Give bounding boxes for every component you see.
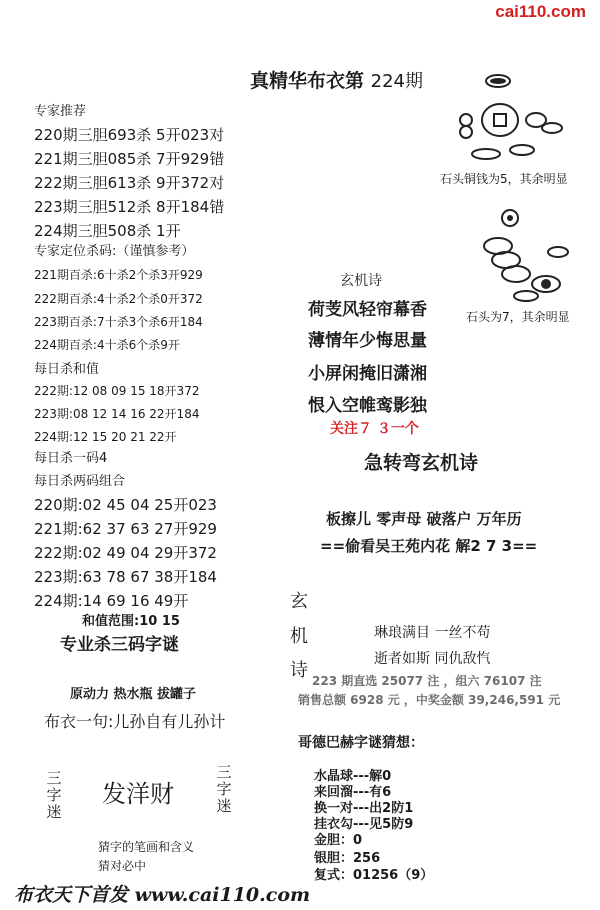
expert-row: 222期三胆613杀 9开372对 [34,174,225,192]
two-kill-row: 223期:63 78 67 38开184 [34,568,217,586]
sales-line: 223 期直选 25077 注 ，组六 76107 注 [312,674,542,688]
xuanji-line-2: 逝者如斯 同仇敌忾 [374,651,491,667]
power-line: 原动力 热水瓶 拔罐子 [70,687,197,702]
two-kill-row: 220期:02 45 04 25开023 [34,496,217,514]
title-issue: 224期 [370,71,423,92]
goldbach-heading: 哥德巴赫字谜猜想： [298,735,424,751]
two-kill-row: 221期:62 37 63 27开929 [34,520,217,538]
goldbach-row: 复式：01256（9） [314,868,434,883]
one-kill: 每日杀一码4 [34,451,108,466]
xuanji-char: 机 [290,626,308,647]
riddle-note: 猜字的笔画和含义 [98,840,195,854]
xuanji-char: 玄 [290,591,308,612]
goldbach-row: 换一对---出2防1 [314,801,414,816]
expert-row: 221期三胆085杀 7开929错 [34,150,225,168]
expert-row: 223期三胆512杀 8开184错 [34,198,225,216]
poem-line: 恨入空帷鸾影独 [308,396,427,416]
expert-row: 224期三胆508杀 1开 [34,222,181,240]
goldbach-row: 金胆：0 [314,833,363,848]
two-kill-row: 224期:14 69 16 49开 [34,592,189,610]
turn-poem-heading: 急转弯玄机诗 [364,452,479,474]
riddle-main: 发洋财 [102,780,174,808]
two-kill-heading: 每日杀两码组合 [34,474,126,489]
position-kill-row: 224期百杀:4十杀6个杀9开 [34,338,180,352]
xuanji-line: 琳琅满目 一丝不苟 [374,625,491,641]
xuanji-char: 诗 [290,660,308,681]
goldbach-row: 来回溜---有6 [314,785,392,800]
sales-line-2: 销售总额 6928 元 ，中奖金额 39,246,591 元 [298,693,561,707]
expert-row: 220期三胆693杀 5开023对 [34,126,225,144]
poem-line: 薄情年少悔思量 [308,331,427,351]
kill-three-riddle: 专业杀三码字谜 [60,635,179,655]
turn-poem-line: 板擦儿 零声母 破落户 万年历 [326,510,522,528]
poem-line: 荷芰风轻帘幕香 [308,300,427,320]
goldbach-row: 银胆：256 [314,851,381,866]
image-caption-2: 石头为7，其余明显 [466,310,570,324]
site-logo[interactable]: cai110.com [495,2,586,21]
position-kill-heading: 专家定位杀码:（谨慎参考） [34,244,195,259]
riddle-note-2: 猜对必中 [98,859,147,873]
riddle-left-label: 三字迷 [46,769,62,821]
sum-range: 和值范围:10 15 [82,614,180,629]
position-kill-row: 221期百杀:6十杀2个杀3开929 [34,268,203,282]
stone-coins-image [456,66,596,164]
image-caption: 石头铜钱为5，其余明显 [440,172,568,186]
riddle-right-label: 三字迷 [216,763,232,815]
page-title [250,66,423,93]
buyi-line: 布衣一句:儿孙自有儿孙计 [44,712,226,731]
sum-kill-row: 223期:08 12 14 16 22开184 [34,407,200,421]
two-kill-row: 222期:02 49 04 29开372 [34,544,217,562]
footer-banner[interactable]: 布衣天下首发 www.cai110.com [14,884,311,906]
goldbach-row: 挂衣勾---见5防9 [314,817,414,832]
poem-focus: 关注７ ３一个 [330,421,419,437]
turn-poem-line-2: ==偷看吴王苑内花 解2 7 3== [320,537,538,555]
expert-heading: 专家推荐 [34,104,87,119]
position-kill-row: 223期百杀:7十杀3个杀6开184 [34,315,203,329]
title-main: 真精华布衣第 [250,70,365,92]
sum-kill-row: 222期:12 08 09 15 18开372 [34,384,200,398]
position-kill-row: 222期百杀:4十杀2个杀0开372 [34,292,203,306]
poem-heading: 玄机诗 [340,273,382,289]
sum-kill-row: 224期:12 15 20 21 22开 [34,430,177,444]
goldbach-row: 水晶球---解0 [314,769,392,784]
poem-line: 小屏闲掩旧潇湘 [308,364,427,384]
stone-figure-image [476,206,586,304]
sum-kill-heading: 每日杀和值 [34,362,100,377]
